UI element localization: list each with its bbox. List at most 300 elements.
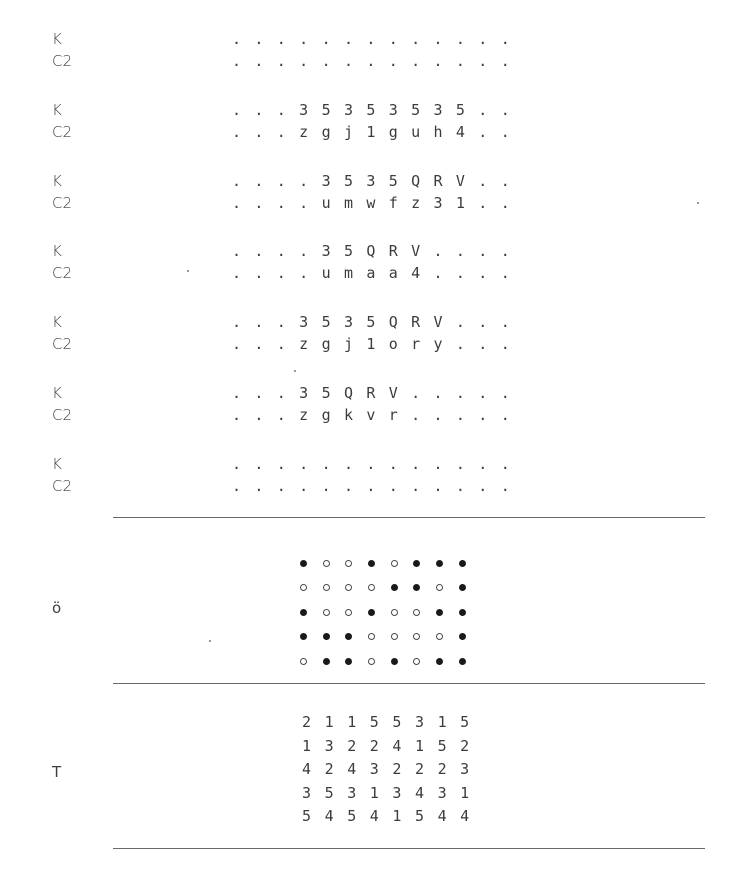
- row-label-k: K: [52, 100, 62, 119]
- number-cell: 5: [414, 807, 424, 825]
- sequence-cell: .: [232, 313, 242, 332]
- sequence-cell: .: [478, 30, 488, 48]
- number-cell: 2: [347, 736, 357, 755]
- sequence-cell: .: [321, 30, 331, 48]
- number-cell: 4: [302, 760, 312, 778]
- sequence-cell: .: [276, 100, 286, 119]
- filled-circle-icon: [436, 649, 459, 674]
- open-circle-icon: [413, 649, 436, 674]
- row-label-c2: C2: [52, 335, 73, 354]
- open-circle-icon: [413, 600, 436, 625]
- sequence-cell: V: [455, 171, 465, 190]
- number-row: [302, 758, 483, 782]
- sequence-cell: Q: [366, 242, 376, 261]
- sequence-cell: .: [388, 454, 398, 473]
- sequence-cell: .: [455, 335, 465, 354]
- sequence-cell: .: [232, 193, 242, 212]
- filled-circle-icon: [413, 576, 436, 601]
- sequence-cell: .: [232, 52, 242, 70]
- sequence-cell: .: [500, 122, 510, 141]
- sequence-cell: .: [232, 406, 242, 424]
- sequence-cell: .: [478, 313, 488, 332]
- row-label-c2: C2: [52, 264, 73, 283]
- sequence-cell: .: [500, 30, 510, 48]
- sequence-row-top: [232, 29, 523, 49]
- sequence-cell: .: [478, 171, 488, 190]
- sequence-cell: .: [254, 171, 264, 190]
- sequence-cell: V: [388, 384, 398, 402]
- sequence-cell: 5: [366, 100, 376, 119]
- open-circle-icon: [436, 625, 459, 650]
- number-cell: 5: [392, 713, 402, 731]
- sequence-cell: f: [388, 193, 398, 212]
- circle-row: [300, 551, 482, 576]
- sequence-row-top: [232, 383, 523, 403]
- sequence-cell: g: [321, 335, 331, 354]
- sequence-cell: .: [478, 122, 488, 141]
- sequence-cell: .: [388, 476, 398, 495]
- sequence-cell: .: [478, 100, 488, 119]
- sequence-row-bottom: [232, 263, 523, 283]
- number-cell: 3: [324, 736, 334, 755]
- sequence-cell: 3: [343, 100, 353, 119]
- sequence-cell: .: [411, 454, 421, 473]
- sequence-cell: .: [276, 171, 286, 190]
- sequence-row-bottom: [232, 193, 523, 213]
- number-cell: 4: [347, 760, 357, 778]
- sequence-cell: h: [433, 122, 443, 141]
- sequence-cell: j: [343, 122, 353, 141]
- sequence-cell: 3: [343, 313, 353, 332]
- circle-row: [300, 649, 482, 674]
- sequence-cell: u: [321, 193, 331, 212]
- sequence-cell: .: [254, 193, 264, 212]
- row-label-k: K: [52, 242, 62, 261]
- filled-circle-icon: [368, 600, 391, 625]
- sequence-cell: .: [500, 171, 510, 190]
- divider-3: [113, 848, 705, 849]
- sequence-cell: .: [276, 52, 286, 70]
- sequence-cell: .: [478, 52, 488, 70]
- number-cell: 2: [414, 760, 424, 778]
- row-label-c2: C2: [52, 193, 73, 212]
- filled-circle-icon: [300, 625, 323, 650]
- filled-circle-icon: [323, 649, 346, 674]
- sequence-row-top: [232, 100, 523, 120]
- divider-2: [113, 683, 705, 684]
- open-circle-icon: [368, 649, 391, 674]
- sequence-cell: .: [276, 384, 286, 402]
- sequence-cell: .: [299, 171, 309, 190]
- row-label-k: K: [52, 384, 62, 402]
- row-label-c2: C2: [52, 406, 73, 424]
- sequence-cell: .: [478, 264, 488, 283]
- sequence-cell: .: [411, 52, 421, 70]
- sequence-cell: R: [411, 313, 421, 332]
- sequence-cell: .: [276, 264, 286, 283]
- sequence-row-bottom: [232, 476, 523, 496]
- sequence-row-bottom: [232, 51, 523, 71]
- row-label-c2: C2: [52, 52, 73, 70]
- circle-row: [300, 576, 482, 601]
- open-circle-icon: [323, 600, 346, 625]
- number-cell: 1: [392, 807, 402, 825]
- sequence-cell: .: [455, 52, 465, 70]
- sequence-cell: .: [276, 242, 286, 261]
- circle-grid: [300, 551, 482, 674]
- number-cell: 5: [437, 736, 447, 755]
- filled-circle-icon: [391, 649, 414, 674]
- sequence-cell: .: [500, 100, 510, 119]
- sequence-cell: 3: [299, 100, 309, 119]
- sequence-row-bottom: [232, 122, 523, 142]
- sequence-cell: .: [276, 406, 286, 424]
- sequence-cell: 3: [321, 171, 331, 190]
- open-circle-icon: [368, 576, 391, 601]
- sequence-cell: .: [276, 122, 286, 141]
- sequence-cell: .: [276, 313, 286, 332]
- sequence-cell: .: [500, 476, 510, 495]
- sequence-cell: m: [343, 193, 353, 212]
- sequence-cell: .: [478, 406, 488, 424]
- sequence-cell: .: [366, 476, 376, 495]
- sequence-cell: 5: [366, 313, 376, 332]
- sequence-cell: .: [366, 454, 376, 473]
- sequence-cell: .: [232, 100, 242, 119]
- sequence-cell: 3: [388, 100, 398, 119]
- sequence-cell: .: [478, 384, 488, 402]
- sequence-cell: .: [232, 454, 242, 473]
- sequence-cell: z: [299, 406, 309, 424]
- sequence-cell: .: [254, 30, 264, 48]
- sequence-cell: .: [388, 52, 398, 70]
- sequence-cell: .: [433, 476, 443, 495]
- scan-speck: [697, 202, 699, 204]
- sequence-cell: 4: [455, 122, 465, 141]
- sequence-cell: 5: [321, 313, 331, 332]
- sequence-cell: .: [232, 242, 242, 261]
- open-circle-icon: [345, 576, 368, 601]
- circle-grid-label: ö: [52, 599, 62, 617]
- sequence-cell: .: [500, 454, 510, 473]
- open-circle-icon: [300, 576, 323, 601]
- sequence-cell: 5: [343, 171, 353, 190]
- sequence-cell: .: [411, 476, 421, 495]
- sequence-cell: .: [254, 384, 264, 402]
- sequence-cell: .: [455, 30, 465, 48]
- sequence-cell: .: [276, 193, 286, 212]
- sequence-cell: .: [299, 242, 309, 261]
- sequence-cell: z: [411, 193, 421, 212]
- sequence-cell: .: [254, 406, 264, 424]
- sequence-cell: k: [343, 406, 353, 424]
- sequence-cell: .: [366, 52, 376, 70]
- sequence-cell: .: [388, 30, 398, 48]
- filled-circle-icon: [459, 625, 482, 650]
- sequence-cell: g: [321, 122, 331, 141]
- sequence-cell: R: [388, 242, 398, 261]
- sequence-cell: 1: [366, 335, 376, 354]
- sequence-cell: o: [388, 335, 398, 354]
- sequence-cell: .: [254, 313, 264, 332]
- sequence-cell: .: [455, 476, 465, 495]
- sequence-cell: .: [500, 193, 510, 212]
- sequence-cell: .: [321, 476, 331, 495]
- filled-circle-icon: [459, 600, 482, 625]
- filled-circle-icon: [323, 625, 346, 650]
- filled-circle-icon: [391, 576, 414, 601]
- number-cell: 1: [414, 736, 424, 755]
- sequence-cell: .: [455, 242, 465, 261]
- sequence-cell: .: [232, 335, 242, 354]
- number-cell: 4: [414, 783, 424, 802]
- sequence-cell: .: [232, 171, 242, 190]
- sequence-cell: w: [366, 193, 376, 212]
- sequence-cell: .: [478, 476, 488, 495]
- sequence-cell: Q: [411, 171, 421, 190]
- sequence-cell: .: [500, 406, 510, 424]
- number-cell: 1: [324, 713, 334, 731]
- sequence-cell: .: [455, 454, 465, 473]
- sequence-cell: .: [254, 476, 264, 495]
- number-cell: 1: [437, 713, 447, 731]
- sequence-cell: .: [433, 384, 443, 402]
- sequence-cell: m: [343, 264, 353, 283]
- sequence-cell: 3: [321, 242, 331, 261]
- number-cell: 5: [347, 807, 357, 825]
- filled-circle-icon: [300, 551, 323, 576]
- number-cell: 4: [392, 736, 402, 755]
- sequence-cell: .: [433, 52, 443, 70]
- sequence-cell: g: [321, 406, 331, 424]
- sequence-cell: .: [232, 384, 242, 402]
- number-cell: 4: [460, 807, 470, 825]
- filled-circle-icon: [300, 600, 323, 625]
- sequence-cell: V: [433, 313, 443, 332]
- scan-speck: [209, 640, 211, 642]
- sequence-cell: 3: [299, 384, 309, 402]
- number-cell: 1: [302, 736, 312, 755]
- sequence-cell: u: [411, 122, 421, 141]
- sequence-cell: .: [299, 52, 309, 70]
- sequence-cell: .: [276, 30, 286, 48]
- sequence-cell: 1: [455, 193, 465, 212]
- row-label-c2: C2: [52, 122, 73, 141]
- open-circle-icon: [413, 625, 436, 650]
- sequence-cell: .: [478, 193, 488, 212]
- number-cell: 2: [369, 736, 379, 755]
- filled-circle-icon: [413, 551, 436, 576]
- number-cell: 3: [347, 783, 357, 802]
- number-cell: 2: [460, 736, 470, 755]
- sequence-cell: .: [455, 384, 465, 402]
- row-label-k: K: [52, 30, 62, 48]
- sequence-cell: .: [276, 335, 286, 354]
- sequence-cell: .: [232, 30, 242, 48]
- open-circle-icon: [300, 649, 323, 674]
- row-label-k: K: [52, 313, 62, 332]
- sequence-cell: .: [433, 454, 443, 473]
- open-circle-icon: [391, 625, 414, 650]
- number-row: [302, 782, 483, 806]
- sequence-cell: 3: [366, 171, 376, 190]
- sequence-cell: 5: [455, 100, 465, 119]
- sequence-cell: V: [411, 242, 421, 261]
- scan-speck: [294, 370, 296, 372]
- sequence-cell: .: [299, 476, 309, 495]
- sequence-cell: .: [433, 264, 443, 283]
- sequence-cell: .: [411, 384, 421, 402]
- number-cell: 3: [369, 760, 379, 778]
- sequence-cell: 5: [343, 242, 353, 261]
- number-cell: 1: [460, 783, 470, 802]
- sequence-cell: 3: [433, 100, 443, 119]
- sequence-cell: .: [500, 335, 510, 354]
- number-cell: 4: [437, 807, 447, 825]
- scan-speck: [187, 270, 189, 272]
- number-cell: 2: [324, 760, 334, 778]
- sequence-cell: 4: [411, 264, 421, 283]
- sequence-row-top: [232, 171, 523, 191]
- number-cell: 3: [392, 783, 402, 802]
- number-cell: 5: [369, 713, 379, 731]
- number-cell: 3: [460, 760, 470, 778]
- number-cell: 5: [460, 713, 470, 731]
- sequence-cell: g: [388, 122, 398, 141]
- open-circle-icon: [345, 600, 368, 625]
- sequence-cell: .: [321, 52, 331, 70]
- sequence-cell: .: [500, 313, 510, 332]
- sequence-cell: .: [254, 122, 264, 141]
- sequence-cell: r: [388, 406, 398, 424]
- sequence-cell: 5: [321, 100, 331, 119]
- sequence-cell: 1: [366, 122, 376, 141]
- row-label-k: K: [52, 454, 62, 473]
- sequence-cell: Q: [388, 313, 398, 332]
- sequence-row-top: [232, 241, 523, 261]
- sequence-cell: 5: [411, 100, 421, 119]
- sequence-cell: r: [411, 335, 421, 354]
- sequence-cell: .: [254, 52, 264, 70]
- sequence-cell: .: [433, 406, 443, 424]
- open-circle-icon: [323, 551, 346, 576]
- sequence-cell: .: [455, 313, 465, 332]
- sequence-cell: .: [500, 264, 510, 283]
- sequence-cell: .: [254, 242, 264, 261]
- sequence-row-bottom: [232, 405, 523, 425]
- number-cell: 4: [369, 807, 379, 825]
- sequence-cell: .: [433, 242, 443, 261]
- number-row: [302, 711, 483, 735]
- sequence-cell: v: [366, 406, 376, 424]
- number-cell: 3: [437, 783, 447, 802]
- sequence-cell: .: [254, 100, 264, 119]
- sequence-cell: .: [343, 476, 353, 495]
- sequence-cell: 3: [299, 313, 309, 332]
- number-cell: 2: [392, 760, 402, 778]
- sequence-cell: .: [299, 264, 309, 283]
- sequence-cell: Q: [343, 384, 353, 402]
- filled-circle-icon: [345, 649, 368, 674]
- sequence-cell: R: [366, 384, 376, 402]
- sequence-cell: .: [254, 335, 264, 354]
- sequence-cell: .: [232, 122, 242, 141]
- number-cell: 1: [369, 783, 379, 802]
- sequence-cell: .: [321, 454, 331, 473]
- sequence-cell: j: [343, 335, 353, 354]
- number-cell: 4: [324, 807, 334, 825]
- sequence-cell: .: [411, 30, 421, 48]
- filled-circle-icon: [345, 625, 368, 650]
- sequence-cell: .: [299, 30, 309, 48]
- sequence-cell: .: [343, 454, 353, 473]
- number-row: [302, 805, 483, 829]
- sequence-row-top: [232, 454, 523, 474]
- filled-circle-icon: [436, 600, 459, 625]
- sequence-cell: .: [433, 30, 443, 48]
- number-cell: 3: [414, 713, 424, 731]
- sequence-cell: u: [321, 264, 331, 283]
- sequence-cell: .: [455, 264, 465, 283]
- sequence-row-top: [232, 312, 523, 332]
- number-row: [302, 735, 483, 759]
- sequence-cell: 5: [388, 171, 398, 190]
- open-circle-icon: [391, 551, 414, 576]
- number-cell: 5: [324, 783, 334, 802]
- sequence-cell: .: [411, 406, 421, 424]
- sequence-cell: z: [299, 335, 309, 354]
- sequence-cell: .: [232, 264, 242, 283]
- sequence-cell: .: [478, 454, 488, 473]
- filled-circle-icon: [436, 551, 459, 576]
- filled-circle-icon: [459, 649, 482, 674]
- sequence-cell: .: [343, 52, 353, 70]
- sequence-cell: z: [299, 122, 309, 141]
- sequence-cell: .: [500, 52, 510, 70]
- sequence-cell: .: [500, 242, 510, 261]
- number-cell: 3: [302, 783, 312, 802]
- circle-row: [300, 625, 482, 650]
- row-label-c2: C2: [52, 476, 73, 495]
- sequence-cell: .: [478, 335, 488, 354]
- open-circle-icon: [345, 551, 368, 576]
- filled-circle-icon: [368, 551, 391, 576]
- sequence-cell: .: [478, 242, 488, 261]
- filled-circle-icon: [459, 551, 482, 576]
- sequence-cell: 3: [433, 193, 443, 212]
- sequence-cell: .: [254, 454, 264, 473]
- open-circle-icon: [368, 625, 391, 650]
- sequence-row-bottom: [232, 334, 523, 354]
- sequence-cell: .: [500, 384, 510, 402]
- sequence-cell: R: [433, 171, 443, 190]
- number-cell: 2: [437, 760, 447, 778]
- number-grid: [302, 711, 483, 829]
- sequence-cell: a: [388, 264, 398, 283]
- sequence-cell: .: [276, 454, 286, 473]
- open-circle-icon: [436, 576, 459, 601]
- number-cell: 5: [302, 807, 312, 825]
- number-grid-label: T: [52, 763, 62, 781]
- filled-circle-icon: [459, 576, 482, 601]
- sequence-cell: .: [299, 193, 309, 212]
- circle-row: [300, 600, 482, 625]
- open-circle-icon: [323, 576, 346, 601]
- sequence-cell: .: [254, 264, 264, 283]
- sequence-cell: .: [299, 454, 309, 473]
- open-circle-icon: [391, 600, 414, 625]
- sequence-cell: y: [433, 335, 443, 354]
